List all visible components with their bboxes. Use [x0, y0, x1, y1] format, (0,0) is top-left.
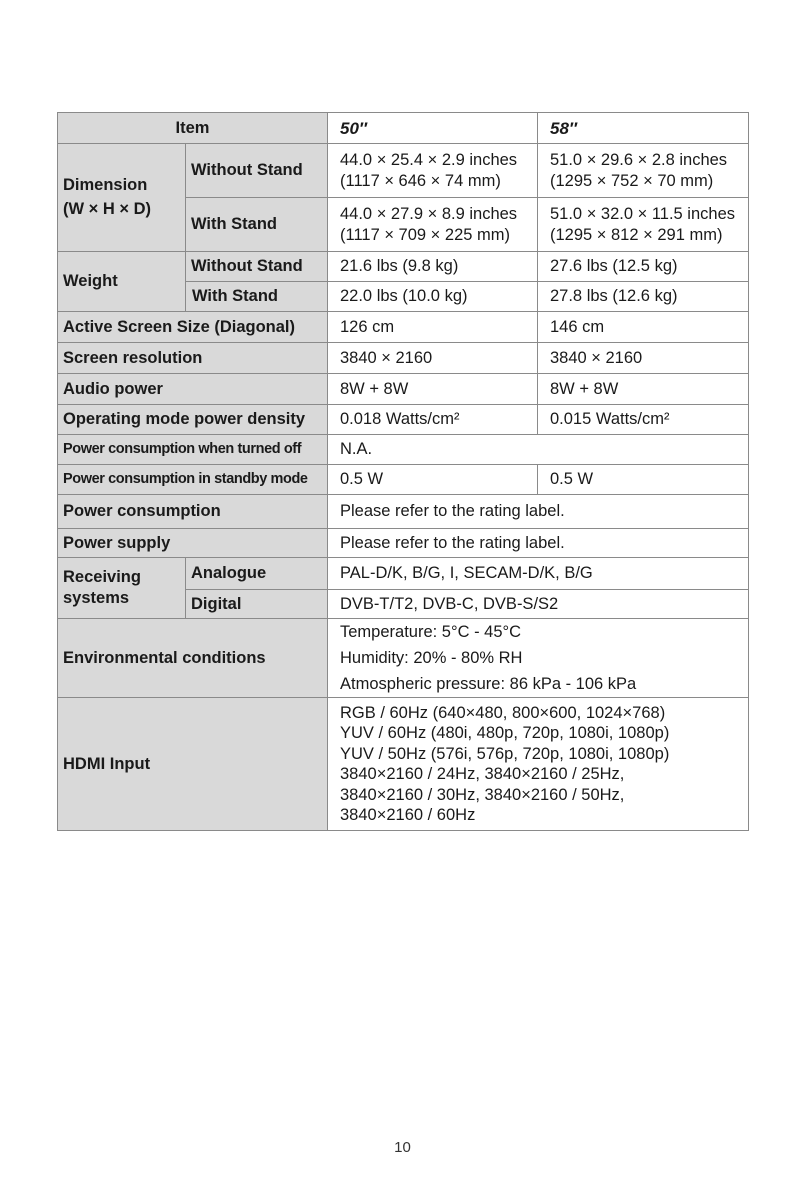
resolution-label: Screen resolution: [58, 343, 328, 374]
screen-size-58: 146 cm: [538, 312, 749, 343]
dimension-label: [58, 144, 186, 252]
hdmi-line: YUV / 50Hz (576i, 576p, 720p, 1080i, 1080p): [340, 744, 670, 763]
power-density-label: Operating mode power density: [58, 405, 328, 435]
hdmi-line: 3840×2160 / 30Hz, 3840×2160 / 50Hz,: [340, 785, 625, 804]
weight-without-stand-label: Without Stand: [186, 252, 328, 282]
weight-without-stand-50: 21.6 lbs (9.8 kg): [328, 252, 538, 282]
weight-with-stand-58: 27.8 lbs (12.6 kg): [538, 282, 749, 312]
environment-value: [328, 619, 749, 698]
receiving-label-line-2: systems: [63, 589, 130, 607]
header-model-58: 58″: [538, 113, 749, 144]
header-row: [58, 113, 749, 144]
hdmi-line: YUV / 60Hz (480i, 480p, 720p, 1080i, 1080p): [340, 724, 670, 742]
dimension-with-stand-label: With Stand: [186, 198, 328, 252]
hdmi-line: 3840×2160 / 24Hz, 3840×2160 / 25Hz,: [340, 765, 625, 783]
power-consumption-value: Please refer to the rating label.: [328, 495, 749, 529]
specifications-table: [57, 112, 749, 831]
weight-label: Weight: [58, 252, 186, 312]
resolution-row: [58, 343, 749, 374]
standby-row: [58, 465, 749, 495]
power-off-value: N.A.: [328, 435, 749, 465]
screen-size-row: [58, 312, 749, 343]
power-density-58: 0.015 Watts/cm²: [538, 405, 749, 435]
audio-58: 8W + 8W: [538, 374, 749, 405]
weight-with-stand-50: 22.0 lbs (10.0 kg): [328, 282, 538, 312]
audio-row: [58, 374, 749, 405]
receiving-analogue-value: PAL-D/K, B/G, I, SECAM-D/K, B/G: [328, 558, 749, 590]
hdmi-value: [328, 698, 749, 831]
standby-label: Power consumption in standby mode: [58, 465, 328, 495]
page-number: 10: [394, 1139, 411, 1156]
environment-row: [58, 619, 749, 698]
receiving-analogue-row: [58, 558, 749, 590]
receiving-digital-label: Digital: [186, 590, 328, 619]
standby-58: 0.5 W: [538, 465, 749, 495]
power-off-label: Power consumption when turned off: [58, 435, 328, 465]
header-model-50: 50″: [328, 113, 538, 144]
power-consumption-label: Power consumption: [58, 495, 328, 529]
receiving-digital-value: DVB-T/T2, DVB-C, DVB-S/S2: [328, 590, 749, 619]
hdmi-row: [58, 698, 749, 831]
dimension-without-stand-row: [58, 144, 749, 198]
resolution-50: 3840 × 2160: [328, 343, 538, 374]
dimension-with-stand-50: 44.0 × 27.9 × 8.9 inches (1117 × 709 × 225 mm): [328, 198, 538, 252]
resolution-58: 3840 × 2160: [538, 343, 749, 374]
weight-with-stand-label: With Stand: [186, 282, 328, 312]
power-supply-value: Please refer to the rating label.: [328, 529, 749, 558]
standby-50: 0.5 W: [328, 465, 538, 495]
hdmi-line: 3840×2160 / 60Hz: [340, 806, 476, 824]
environment-temperature: Temperature: 5°C - 45°C: [340, 623, 522, 641]
dimension-without-stand-label: Without Stand: [186, 144, 328, 198]
dimension-label-line-2: (W × H × D): [63, 200, 152, 218]
power-supply-row: [58, 529, 749, 558]
header-item: Item: [58, 113, 328, 144]
environment-humidity: Humidity: 20% - 80% RH: [340, 649, 523, 667]
dimension-without-stand-50: 44.0 × 25.4 × 2.9 inches (1117 × 646 × 74 mm): [328, 144, 538, 198]
power-off-row: [58, 435, 749, 465]
weight-without-stand-58: 27.6 lbs (12.5 kg): [538, 252, 749, 282]
screen-size-label: Active Screen Size (Diagonal): [58, 312, 328, 343]
power-density-50: 0.018 Watts/cm²: [328, 405, 538, 435]
environment-pressure: Atmospheric pressure: 86 kPa - 106 kPa: [340, 675, 637, 693]
power-consumption-row: [58, 495, 749, 529]
receiving-analogue-label: Analogue: [186, 558, 328, 590]
dimension-label-line-1: Dimension: [63, 176, 148, 194]
audio-50: 8W + 8W: [328, 374, 538, 405]
hdmi-line: RGB / 60Hz (640×480, 800×600, 1024×768): [340, 703, 666, 722]
dimension-with-stand-58: 51.0 × 32.0 × 11.5 inches (1295 × 812 × 291 mm): [538, 198, 749, 252]
receiving-label-line-1: Receiving: [63, 568, 141, 586]
power-supply-label: Power supply: [58, 529, 328, 558]
screen-size-50: 126 cm: [328, 312, 538, 343]
hdmi-label: HDMI Input: [58, 698, 328, 831]
audio-label: Audio power: [58, 374, 328, 405]
weight-without-stand-row: [58, 252, 749, 282]
dimension-without-stand-58: 51.0 × 29.6 × 2.8 inches (1295 × 752 × 70 mm): [538, 144, 749, 198]
environment-label: Environmental conditions: [58, 619, 328, 698]
receiving-label: [58, 558, 186, 619]
power-density-row: [58, 405, 749, 435]
